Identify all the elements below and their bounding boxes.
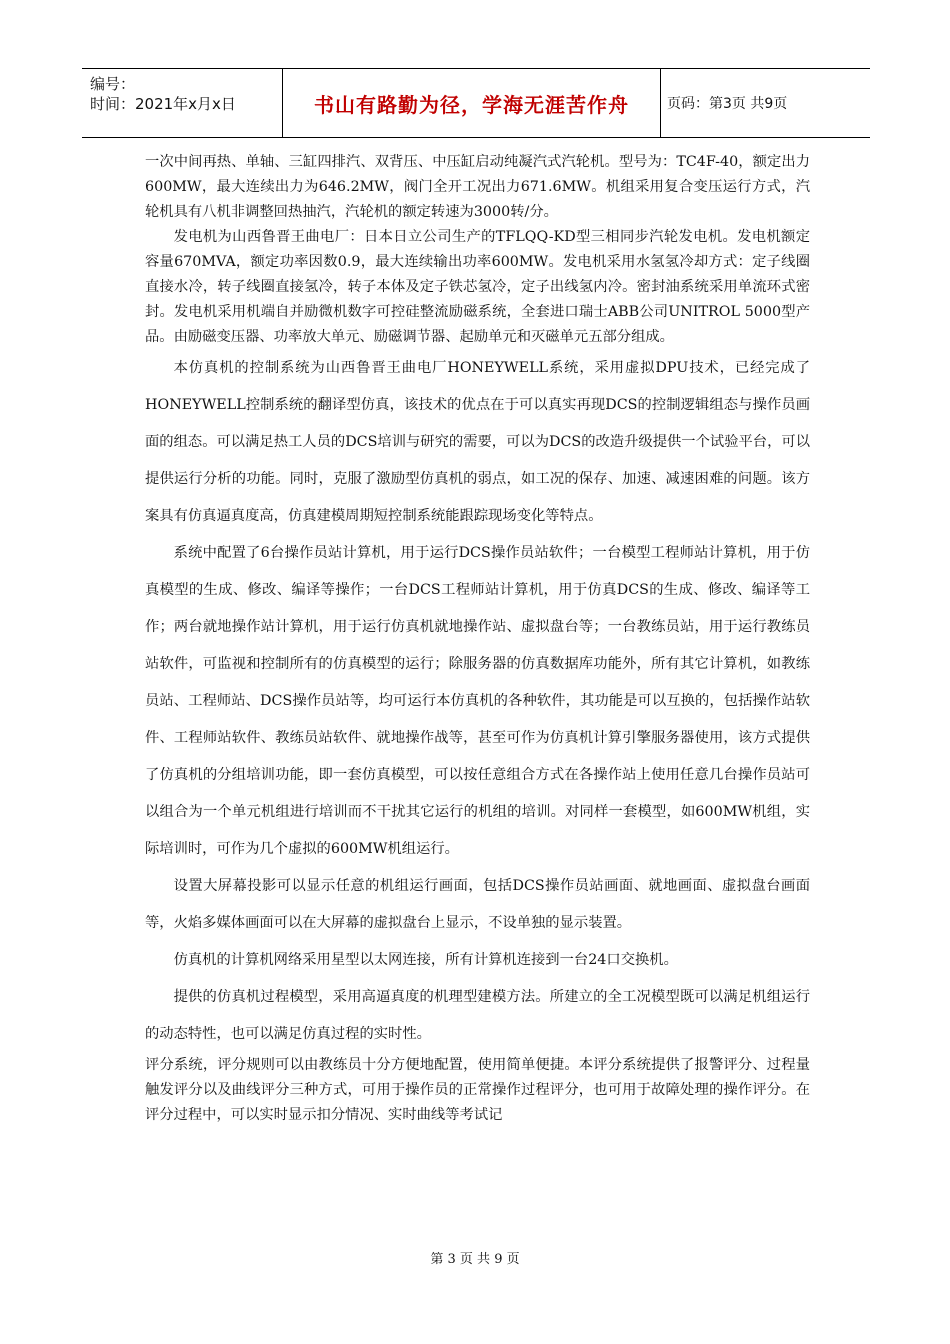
header-left-cell: [82, 69, 283, 137]
paragraph-big-screen: 设置大屏幕投影可以显示任意的机组运行画面，包括DCS操作员站画面、就地画面、虚拟盘台画面等，火焰多媒体画面可以在大屏幕的虚拟盘台上显示，不设单独的显示装置。: [145, 878, 810, 931]
page-header: [82, 68, 870, 138]
document-body: [145, 150, 810, 1128]
paragraph-turbine: 一次中间再热、单轴、三缸四排汽、双背压、中压缸启动纯凝汽式汽轮机。型号为：TC4F-40，额定出力600MW，最大连续出力为646.2MW，阀门全开工况出力671.6MW。机组采用复合变压运行方式，汽轮机具有八机非调整回热抽汽，汽轮机的额定转速为3000转/分。: [145, 154, 810, 220]
document-time-label: 时间：2021年x月x日: [90, 95, 236, 113]
paragraph-generator: 发电机为山西鲁晋王曲电厂：日本日立公司生产的TFLQQ-KD型三相同步汽轮发电机。发电机额定容量670MVA，额定功率因数0.9，最大连续输出功率600MW。发电机采用水氢氢冷却方式：定子线圈直接水冷，转子线圈直接氢冷，转子本体及定子铁芯氢冷，定子出线氢内冷。密封油系统采用单流环式密封。发电机采用机端自并励微机数字可控硅整流励磁系统，全套进口瑞士ABB公司UNITROL 5000型产品。由励磁变压器、功率放大单元、励磁调节器、起励单元和灭磁单元五部分组成。: [145, 229, 810, 345]
page-footer: 第 3 页 共 9 页: [430, 1252, 520, 1267]
paragraph-computer-config: 系统中配置了6台操作员站计算机，用于运行DCS操作员站软件；一台模型工程师站计算机，用于仿真模型的生成、修改、编译等操作；一台DCS工程师站计算机，用于仿真DCS的生成、修改、编译等工作；两台就地操作站计算机，用于运行仿真机就地操作站、虚拟盘台等；一台教练员站，用于运行教练员站软件，可监视和控制所有的仿真模型的运行；除服务器的仿真数据库功能外，所有其它计算机，如教练员站、工程师站、DCS操作员站等，均可运行本仿真机的各种软件，其功能是可以互换的，包括操作站软件、工程师站软件、教练员站软件、就地操作战等，甚至可作为仿真机计算引擎服务器使用，该方式提供了仿真机的分组培训功能，即一套仿真模型，可以按任意组合方式在各操作站上使用任意几台操作员站可以组合为一个单元机组进行培训而不干扰其它运行的机组的培训。对同样一套模型，如600MW机组，实际培训时，可作为几个虚拟的600MW机组运行。: [145, 545, 810, 857]
header-page-info: 页码：第3页 共9页: [667, 96, 788, 112]
paragraph-network: 仿真机的计算机网络采用星型以太网连接，所有计算机连接到一台24口交换机。: [173, 952, 678, 968]
paragraph-scoring: 评分系统，评分规则可以由教练员十分方便地配置，使用简单便捷。本评分系统提供了报警评分、过程量触发评分以及曲线评分三种方式，可用于操作员的正常操作过程评分，也可用于故障处理的操作评分。在评分过程中，可以实时显示扣分情况、实时曲线等考试记: [145, 1057, 810, 1123]
header-page-cell: [661, 69, 870, 137]
paragraph-process-model: 提供的仿真机过程模型，采用高逼真度的机理型建模方法。所建立的全工况模型既可以满足机组运行的动态特性，也可以满足仿真过程的实时性。: [145, 989, 810, 1042]
header-motto: 书山有路勤为径，学海无涯苦作舟: [314, 92, 629, 117]
document-number-label: 编号：: [90, 75, 136, 93]
paragraph-control-system: 本仿真机的控制系统为山西鲁晋王曲电厂HONEYWELL系统，采用虚拟DPU技术，已经完成了HONEYWELL控制系统的翻译型仿真，该技术的优点在于可以真实再现DCS的控制逻辑组态与操作员画面的组态。可以满足热工人员的DCS培训与研究的需要，可以为DCS的改造升级提供一个试验平台，可以提供运行分析的功能。同时，克服了激励型仿真机的弱点，如工况的保存、加速、减速困难的问题。该方案具有仿真逼真度高，仿真建模周期短控制系统能跟踪现场变化等特点。: [145, 360, 810, 524]
header-motto-cell: [283, 69, 661, 137]
